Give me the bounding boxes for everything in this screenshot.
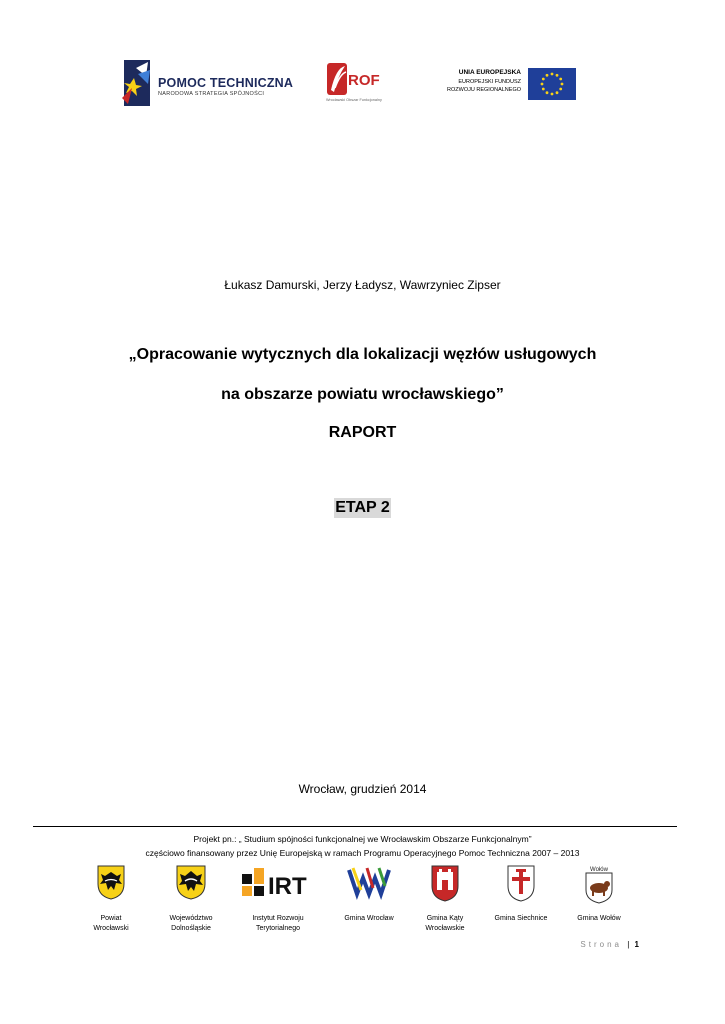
stage-label: ETAP 2 bbox=[335, 499, 390, 516]
partner-wojewodztwo-dolnoslaskie bbox=[154, 864, 228, 936]
partner-label-line1: Województwo bbox=[169, 915, 213, 922]
eu-line1: UNIA EUROPEJSKA bbox=[458, 69, 521, 76]
pomoc-techniczna-title: POMOC TECHNICZNA bbox=[158, 76, 294, 90]
partner-label bbox=[76, 914, 146, 934]
partner-gmina-katy bbox=[410, 864, 480, 936]
partner-label-line2: Dolnośląskie bbox=[171, 925, 211, 932]
title-line-2: na obszarze powiatu wrocławskiego” bbox=[221, 386, 504, 403]
page-number-value: 1 bbox=[634, 940, 639, 949]
wolow-crest-icon bbox=[582, 864, 616, 904]
eu-line3: ROZWOJU REGIONALNEGO bbox=[447, 87, 521, 93]
partner-label-line2: Wrocławski bbox=[93, 925, 129, 932]
eu-flag-icon bbox=[528, 68, 576, 100]
partner-gmina-wolow bbox=[564, 864, 634, 936]
partner-label bbox=[230, 914, 326, 934]
irt-logo-text: IRT bbox=[268, 873, 307, 898]
stage-wrapper bbox=[0, 498, 725, 518]
footer-divider bbox=[33, 826, 677, 827]
rof-text: ROF bbox=[348, 72, 380, 89]
eu-logo bbox=[436, 68, 576, 104]
partner-label bbox=[154, 914, 228, 934]
pomoc-techniczna-subtitle: NARODOWA STRATEGIA SPÓJNOŚCI bbox=[158, 91, 265, 97]
partner-gmina-wroclaw bbox=[334, 864, 404, 936]
partner-label-line2: Terytorialnego bbox=[256, 925, 300, 932]
wolow-crest-text: Wołów bbox=[590, 867, 608, 873]
eagle-crest-icon bbox=[96, 864, 126, 900]
title-line-1: „Opracowanie wytycznych dla lokalizacji węzłów usługowych bbox=[128, 346, 597, 363]
irt-logo-icon bbox=[236, 864, 320, 898]
pomoc-techniczna-logo bbox=[120, 58, 294, 108]
eu-line2: EUROPEJSKI FUNDUSZ bbox=[458, 79, 521, 85]
place-date: Wrocław, grudzień 2014 bbox=[298, 782, 427, 796]
footer-project-line-1: Projekt pn.: „ Studium spójności funkcjonalnej we Wrocławskim Obszarze Funkcjonalnym” bbox=[193, 834, 532, 844]
partner-irt bbox=[230, 864, 326, 936]
page-label: Strona bbox=[580, 940, 622, 949]
siechnice-crest-icon bbox=[506, 864, 536, 902]
wroclaw-logo-icon bbox=[347, 864, 391, 900]
pomoc-techniczna-star-icon bbox=[120, 58, 156, 108]
partner-label bbox=[564, 914, 634, 924]
authors: Łukasz Damurski, Jerzy Ładysz, Wawrzyniec Zipser bbox=[224, 278, 501, 292]
page-separator: | bbox=[627, 940, 630, 949]
partner-label-line1: Gmina Wołów bbox=[577, 915, 621, 922]
rof-logo bbox=[326, 62, 398, 106]
partner-label bbox=[486, 914, 556, 924]
header-logos bbox=[0, 58, 725, 108]
katy-crest-icon bbox=[430, 864, 460, 902]
partner-label-line2: Wrocławskie bbox=[425, 925, 465, 932]
page-number bbox=[580, 940, 639, 949]
report-heading: RAPORT bbox=[328, 424, 397, 441]
partner-powiat-wroclawski bbox=[76, 864, 146, 936]
partner-label-line1: Gmina Siechnice bbox=[494, 915, 548, 922]
partner-label bbox=[410, 914, 480, 934]
partner-label-line1: Gmina Wrocław bbox=[344, 915, 394, 922]
partner-label-line1: Gmina Kąty bbox=[426, 915, 464, 922]
partner-label bbox=[334, 914, 404, 924]
partner-gmina-siechnice bbox=[486, 864, 556, 936]
rof-subtitle: Wrocławski Obszar Funkcjonalny bbox=[326, 98, 382, 102]
partner-label-line1: Instytut Rozwoju bbox=[252, 915, 304, 922]
eagle-crest-icon bbox=[175, 864, 207, 900]
partner-label-line1: Powiat bbox=[100, 915, 122, 922]
footer-project-line-2: częściowo finansowany przez Unię Europejską w ramach Programu Operacyjnego Pomoc Techniczna 2007 – 2013 bbox=[145, 848, 580, 858]
